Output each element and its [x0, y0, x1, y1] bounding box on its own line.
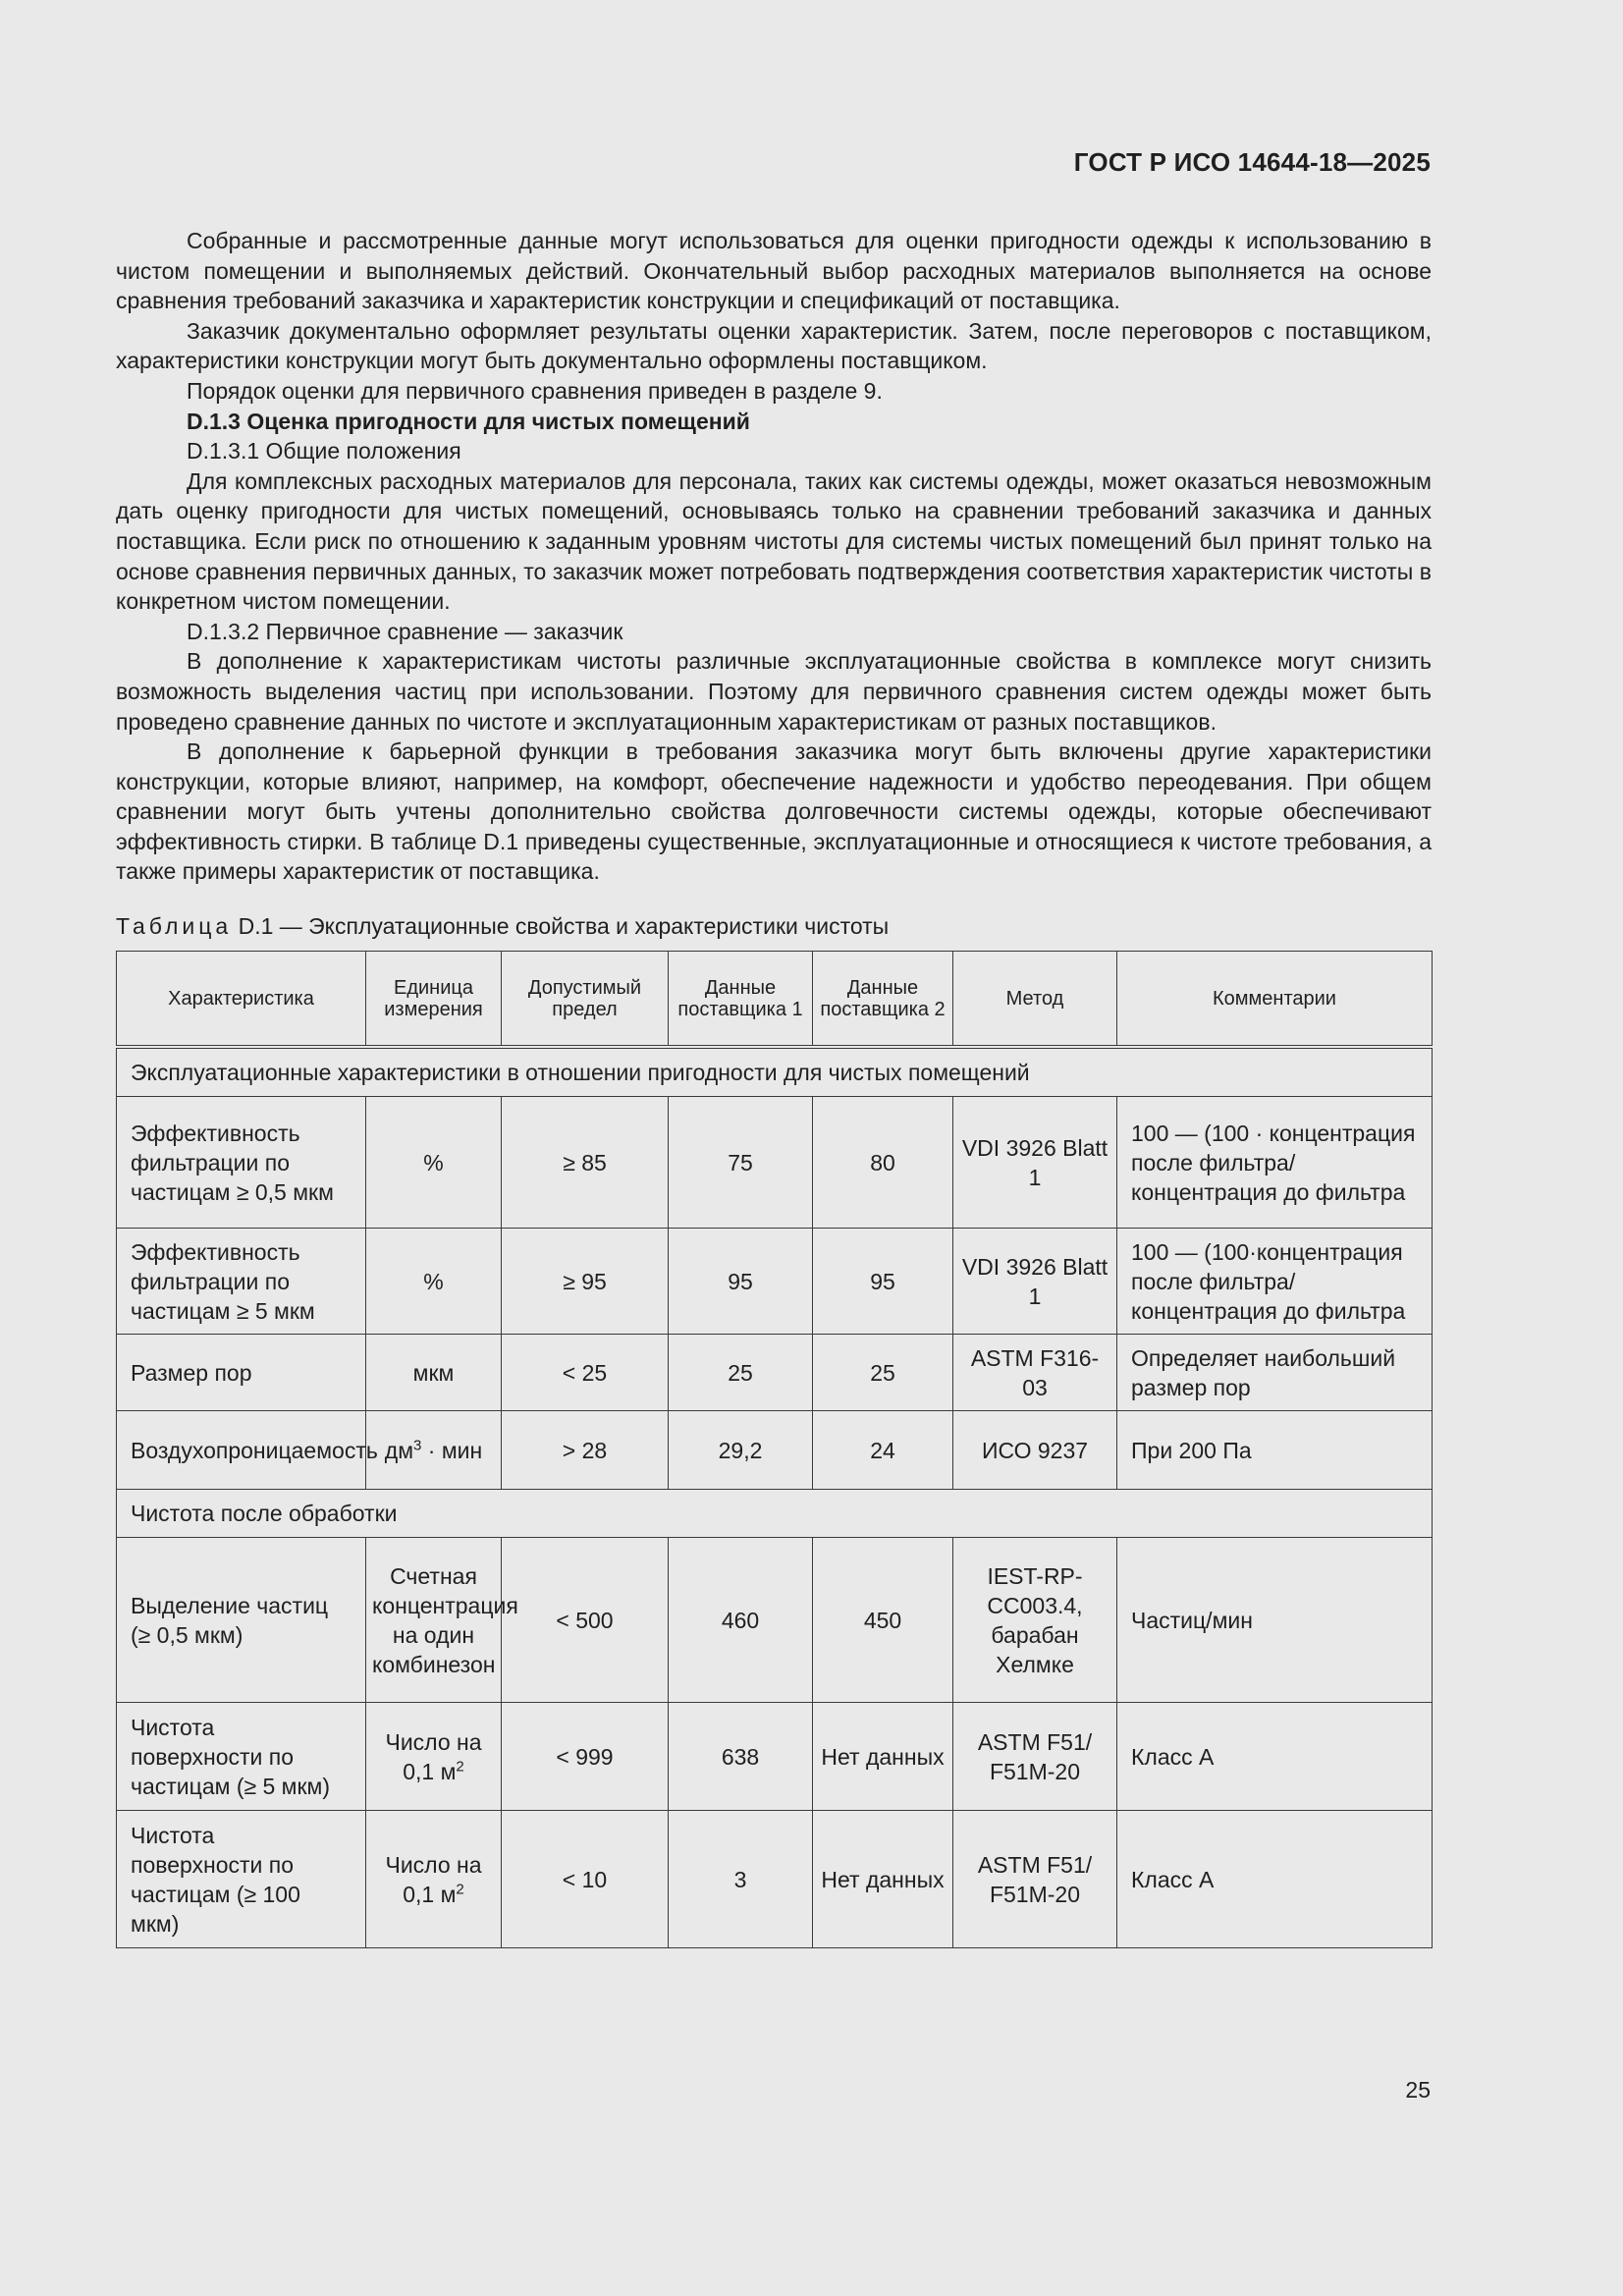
table-row [117, 1335, 1433, 1411]
cell-unit [366, 1229, 502, 1335]
table-section-row [117, 1490, 1433, 1538]
unit-text: % [423, 1149, 444, 1175]
cell-characteristic: Чистота поверхности по частицам (≥ 100 мкм) [117, 1811, 366, 1948]
cell-supplier-1: 3 [669, 1811, 813, 1948]
cell-comment: Частиц/мин [1117, 1538, 1433, 1703]
document-code: ГОСТ Р ИСО 14644-18—2025 [1073, 147, 1431, 177]
cell-characteristic: Эффективность фильтрации по частицам ≥ 5 мкм [117, 1229, 366, 1335]
cell-characteristic: Выделение частиц (≥ 0,5 мкм) [117, 1538, 366, 1703]
table-caption-title: D.1 — Эксплуатационные свойства и характеристики чистоты [232, 913, 890, 939]
cell-limit: ≥ 95 [502, 1229, 669, 1335]
paragraph: В дополнение к барьерной функции в требования заказчика могут быть включены другие характеристики конструкции, которые влияют, например, на комфорт, обеспечение надежности и удобство переодевания. При общем сравнении могут быть учтены дополнительно свойства долговечности системы одежды, которые обеспечивают эффективность стирки. В таблице D.1 приведены существенные, эксплуатационные и относящиеся к чистоте требования, а также примеры характеристик от поставщика. [116, 738, 1432, 885]
header-comments: Комментарии [1117, 952, 1433, 1048]
cell-unit [366, 1097, 502, 1229]
header-limit: Допустимый предел [502, 952, 669, 1048]
header-method: Метод [953, 952, 1117, 1048]
table-row [117, 1229, 1433, 1335]
unit-superscript: 3 [413, 1436, 422, 1453]
table-row [117, 1811, 1433, 1948]
cell-limit: < 500 [502, 1538, 669, 1703]
table-row [117, 1538, 1433, 1703]
paragraph: В дополнение к характеристикам чистоты различные эксплуатационные свойства в комплексе могут снизить возможность выделения частиц при использовании. Поэтому для первичного сравнения систем одежды может быть проведено сравнение данных по чистоте и эксплуатационным характеристикам от разных поставщиков. [116, 648, 1432, 735]
header-unit: Единица измерения [366, 952, 502, 1048]
cell-supplier-2: Нет данных [813, 1811, 953, 1948]
cell-supplier-2: 95 [813, 1229, 953, 1335]
table-row [117, 1411, 1433, 1490]
cell-method: IEST-RP-CC003.4, барабан Хелмке [953, 1538, 1117, 1703]
cell-limit: < 999 [502, 1703, 669, 1811]
cell-unit [366, 1538, 518, 1703]
cell-comment: При 200 Па [1117, 1411, 1433, 1490]
cell-method: ASTM F51/ F51M-20 [953, 1811, 1117, 1948]
cell-unit [366, 1411, 502, 1490]
unit-superscript: 2 [456, 1880, 464, 1897]
cell-characteristic: Чистота поверхности по частицам (≥ 5 мкм) [117, 1703, 366, 1811]
paragraph: Для комплексных расходных материалов для персонала, таких как системы одежды, может оказаться невозможным дать оценку пригодности для чистых помещений, основываясь только на сравнении требований заказчика и данных поставщика. Если риск по отношению к заданным уровням чистоты для системы чистых помещений был принят только на основе сравнения первичных данных, то заказчик может потребовать подтверждения соответствия характеристик чистоты в конкретном чистом помещении. [116, 467, 1432, 615]
cell-supplier-1: 75 [669, 1097, 813, 1229]
cell-method: ASTM F51/ F51M-20 [953, 1703, 1117, 1811]
performance-table [116, 951, 1433, 1948]
cell-limit: > 28 [502, 1411, 669, 1490]
unit-suffix: · мин [421, 1437, 483, 1463]
cell-comment: Определяет наибольший размер пор [1117, 1335, 1433, 1411]
section-heading: D.1.3 Оценка пригодности для чистых помещений [187, 408, 750, 434]
cell-comment: 100 — (100 · концентрация после фильтра/концентрация до фильтра [1117, 1097, 1433, 1229]
header-supplier-2: Данные поставщика 2 [813, 952, 953, 1048]
cell-comment: 100 — (100·концентрация после фильтра/концентрация до фильтра [1117, 1229, 1433, 1335]
cell-comment: Класс A [1117, 1811, 1433, 1948]
table-row [117, 1097, 1433, 1229]
paragraph: Собранные и рассмотренные данные могут использоваться для оценки пригодности одежды к использованию в чистом помещении и выполняемых действий. Окончательный выбор расходных материалов выполняется на основе сравнения требований заказчика и характеристик конструкции и спецификаций от поставщика. [116, 228, 1432, 314]
paragraph: D.1.3.2 Первичное сравнение — заказчик [187, 618, 623, 644]
cell-unit [366, 1811, 502, 1948]
cell-characteristic: Размер пор [117, 1335, 366, 1411]
paragraph: Заказчик документально оформляет результаты оценки характеристик. Затем, после переговоров с поставщиком, характеристики конструкции могут быть документально оформлены поставщиком. [116, 317, 1432, 374]
cell-method: ASTM F316-03 [953, 1335, 1117, 1411]
unit-text: мкм [412, 1359, 455, 1386]
cell-limit: < 25 [502, 1335, 669, 1411]
unit-text: Число на 0,1 м [385, 1728, 482, 1784]
cell-comment: Класс A [1117, 1703, 1433, 1811]
cell-limit: < 10 [502, 1811, 669, 1948]
page-number: 25 [1405, 2077, 1431, 2103]
table-section-title: Чистота после обработки [117, 1490, 1433, 1538]
cell-characteristic: Воздухопроницаемость [117, 1411, 366, 1490]
cell-supplier-2: 25 [813, 1335, 953, 1411]
unit-text: Счетная концентрация на один комбинезон [372, 1562, 518, 1677]
cell-supplier-2: 80 [813, 1097, 953, 1229]
cell-method: VDI 3926 Blatt 1 [953, 1229, 1117, 1335]
table-section-row [117, 1047, 1433, 1097]
cell-supplier-1: 25 [669, 1335, 813, 1411]
cell-unit [366, 1335, 502, 1411]
table-header-row [117, 952, 1433, 1048]
table-caption [116, 911, 889, 941]
table-row [117, 1703, 1433, 1811]
paragraph: Порядок оценки для первичного сравнения приведен в разделе 9. [187, 377, 883, 404]
unit-text: дм [384, 1437, 414, 1463]
cell-unit [366, 1703, 502, 1811]
unit-superscript: 2 [456, 1757, 464, 1775]
table-body [117, 1047, 1433, 1948]
cell-supplier-1: 29,2 [669, 1411, 813, 1490]
cell-supplier-1: 95 [669, 1229, 813, 1335]
cell-supplier-2: Нет данных [813, 1703, 953, 1811]
cell-limit: ≥ 85 [502, 1097, 669, 1229]
cell-supplier-1: 638 [669, 1703, 813, 1811]
table-section-title: Эксплуатационные характеристики в отношении пригодности для чистых помещений [117, 1047, 1433, 1097]
cell-supplier-1: 460 [669, 1538, 813, 1703]
unit-text: Число на 0,1 м [385, 1851, 482, 1907]
table-caption-label: Таблица [116, 913, 233, 939]
cell-characteristic: Эффективность фильтрации по частицам ≥ 0,5 мкм [117, 1097, 366, 1229]
paragraph: D.1.3.1 Общие положения [187, 438, 461, 465]
cell-method: VDI 3926 Blatt 1 [953, 1097, 1117, 1229]
cell-method: ИСО 9237 [953, 1411, 1117, 1490]
header-supplier-1: Данные поставщика 1 [669, 952, 813, 1048]
header-characteristic: Характеристика [117, 952, 366, 1048]
cell-supplier-2: 24 [813, 1411, 953, 1490]
cell-supplier-2: 450 [813, 1538, 953, 1703]
body-text [116, 226, 1432, 887]
unit-text: % [423, 1268, 444, 1294]
